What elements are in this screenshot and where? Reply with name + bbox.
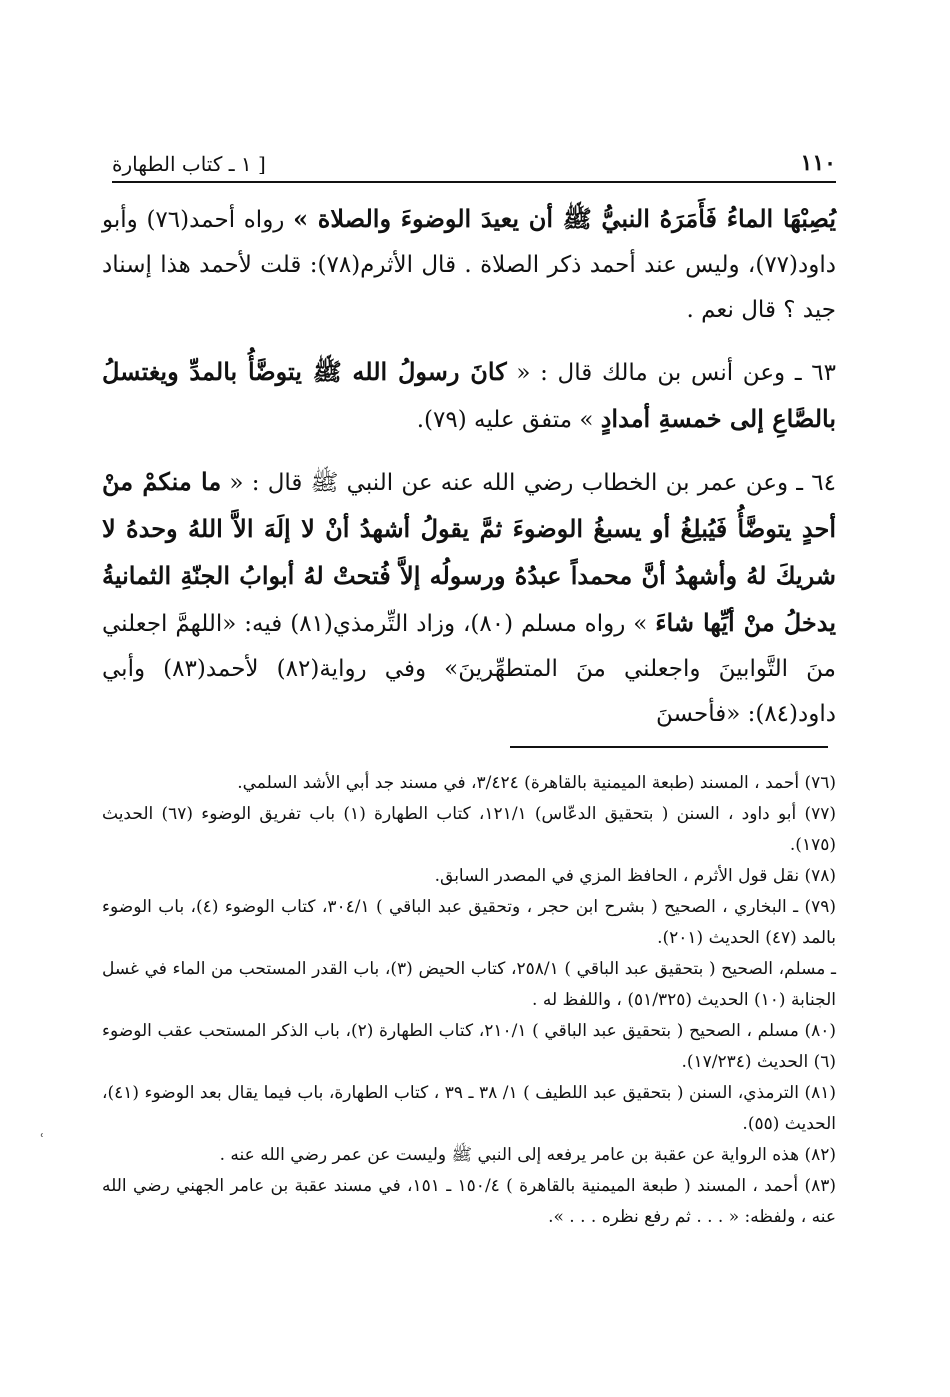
footnote-83: (٨٣) أحمد ، المسند ( طبعة الميمنية بالقاهرة ) ١٥٠/٤ ـ ١٥١، في مسند عقبة بن عامر الجهني رضي الله عنه ، ولفظه: « . . . ثم رفع نظره . . . ». xyxy=(102,1176,836,1227)
paragraph-intro: ٦٤ ـ وعن عمر بن الخطاب رضي الله عنه عن النبي ﷺ قال : « xyxy=(221,470,836,496)
paragraph-text: » رواه مسلم (٨٠)، وزاد التِّرمذي(٨١) فيه: «اللهمَّ اجعلني منَ التَّوابينَ واجعلني منَ المتطهِّرينَ» وفي رواية(٨٢) لأحمد(٨٣) وأبي داود(٨٤): «فأحسنَ xyxy=(102,611,836,727)
running-title: [ ١ ـ كتاب الطهارة xyxy=(112,152,266,176)
footnote-77: (٧٧) أبو داود ، السنن ( بتحقيق الدعّاس) ١٢١/١، كتاب الطهارة (١) باب تفريق الوضوء (٦٧) الحديث (١٧٥). xyxy=(102,804,837,855)
footnote-79-continued: ـ مسلم، الصحيح ( بتحقيق عبد الباقي ) ٢٥٨/١، كتاب الحيض (٣)، باب القدر المستحب من الماء في غسل الجنابة (١٠) الحديث (٥١/٣٢٥) ، واللفظ له . xyxy=(102,959,836,1010)
hadith-text: يُصِبْهَا الماءُ فَأَمَرَهُ النبيُّ ﷺ أن يعيدَ الوضوءَ والصلاة » xyxy=(293,204,836,233)
header-rule xyxy=(112,181,836,183)
footnote-78: (٧٨) نقل قول الأثرم ، الحافظ المزي في المصدر السابق. xyxy=(434,866,836,886)
footnote-79: (٧٩) ـ البخاري ، الصحيح ( بشرح ابن حجر ، وتحقيق عبد الباقي ) ٣٠٤/١، كتاب الوضوء (٤)، باب الوضوء بالمد (٤٧) الحديث (٢٠١). xyxy=(102,897,836,948)
scan-speck: ʿ xyxy=(40,1132,45,1148)
paragraph-1 xyxy=(102,196,836,333)
paragraph-text: رواه أحمد(٧٦) وأبو داود(٧٧)، وليس عند أحمد ذكر الصلاة . قال الأثرم(٧٨): قلت لأحمد هذا إسناد جيد ؟ قال نعم . xyxy=(102,207,836,323)
hadith-text: ما منكمْ منْ أحدٍ يتوضَّأُ فَيُبلِغُ أو يسبغُ الوضوءَ ثمَّ يقولُ أشهدُ أنْ لا إلَهَ الاَّ اللهُ وحدهُ لا شريكَ لهُ وأشهدُ أنَّ محمداً عبدُهُ ورسولُه إلاَّ فُتحتْ لهُ أبوابُ الجنّةِ الثمانيةُ يدخلُ منْ أيِّها شاءَ xyxy=(102,467,837,637)
hadith-text: كانَ رسولُ الله ﷺ يتوضَّأُ بالمدِّ ويغتسلُ بالصَّاعِ إلى خمسةِ أمدادٍ xyxy=(102,357,836,433)
footnote-81: (٨١) الترمذي، السنن ( بتحقيق عبد اللطيف ) ١/ ٣٨ ـ ٣٩ ، كتاب الطهارة، باب فيما يقال بعد الوضوء (٤١)، الحديث (٥٥). xyxy=(102,1083,836,1134)
footnote-80: (٨٠) مسلم ، الصحيح ( بتحقيق عبد الباقي ) ٢١٠/١، كتاب الطهارة (٢)، باب الذكر المستحب عقب الوضوء (٦) الحديث (١٧/٢٣٤). xyxy=(102,1021,837,1072)
footnotes xyxy=(102,768,836,1233)
footnote-separator xyxy=(510,746,828,748)
paragraph-63 xyxy=(102,349,836,443)
footnote-76: (٧٦) أحمد ، المسند (طبعة الميمنية بالقاهرة) ٣/٤٢٤، في مسند جد أبي الأشد السلمي. xyxy=(237,773,836,793)
page-number: ١١٠ xyxy=(800,150,836,176)
page-header xyxy=(112,140,836,176)
paragraph-outro: » متفق عليه (٧٩). xyxy=(416,407,601,433)
main-text xyxy=(102,196,836,737)
footnote-82: (٨٢) هذه الرواية عن عقبة بن عامر يرفعه إلى النبي ﷺ وليست عن عمر رضي الله عنه . xyxy=(219,1145,836,1165)
paragraph-intro: ٦٣ ـ وعن أنس بن مالك قال : « xyxy=(506,360,837,386)
paragraph-64 xyxy=(102,459,836,737)
